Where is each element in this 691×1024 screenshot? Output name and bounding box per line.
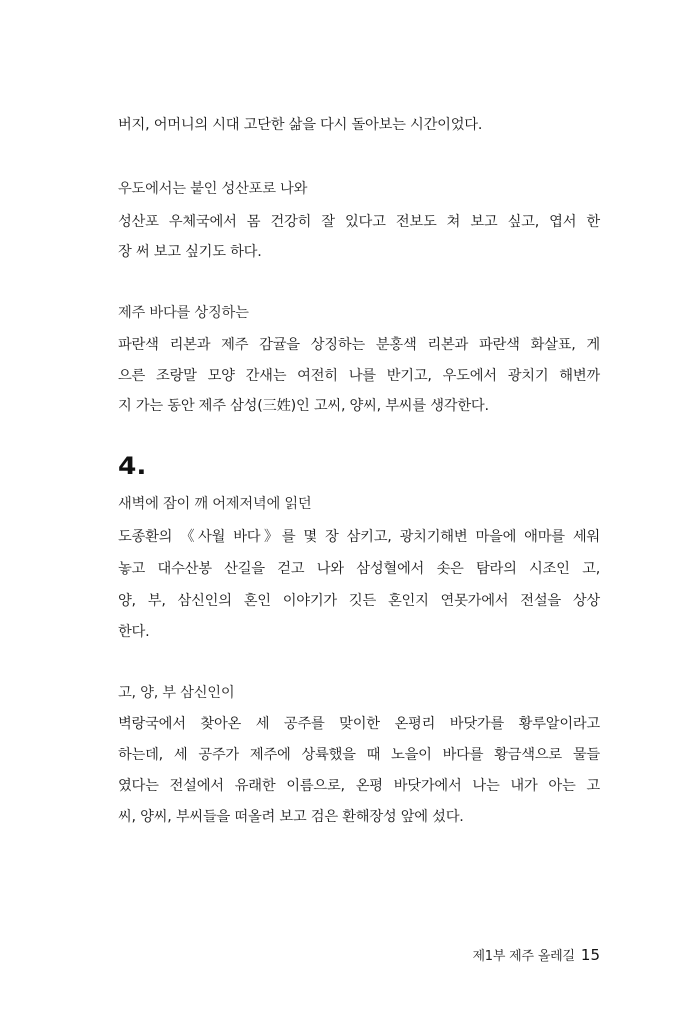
text-line: 놓고 대수산봉 산길을 걷고 나와 삼성혈에서 솟은 탐라의 시조인 고,: [118, 561, 600, 577]
text-line: 였다는 전설에서 유래한 이름으로, 온평 바닷가에서 나는 내가 아는 고: [118, 778, 600, 794]
text-line: 지 가는 동안 제주 삼성(三姓)인 고씨, 양씨, 부씨를 생각한다.: [118, 398, 489, 414]
paragraph-heading: 새벽에 잠이 깨 어제저녁에 읽던: [118, 496, 312, 512]
page-body: [118, 0, 600, 1024]
text-line: 성산포 우체국에서 몸 건강히 잘 있다고 전보도 쳐 보고 싶고, 엽서 한: [118, 214, 600, 230]
text-line: 씨, 양씨, 부씨들을 떠올려 보고 검은 환해장성 앞에 섰다.: [118, 809, 464, 825]
chapter-title: 제1부 제주 올레길: [472, 949, 575, 964]
page-number: 15: [580, 946, 600, 964]
text-line: 으른 조랑말 모양 간새는 여전히 나를 반기고, 우도에서 광치기 해변까: [118, 368, 600, 384]
paragraph-heading: 고, 양, 부 삼신인이: [118, 685, 235, 701]
text-line: 한다.: [118, 624, 150, 640]
text-line: 버지, 어머니의 시대 고단한 삶을 다시 돌아보는 시간이었다.: [118, 117, 483, 133]
text-line: 파란색 리본과 제주 감귤을 상징하는 분홍색 리본과 파란색 화살표, 게: [118, 337, 600, 353]
text-line: 벽랑국에서 찾아온 세 공주를 맞이한 온평리 바닷가를 황루알이라고: [118, 716, 600, 732]
text-line: 하는데, 세 공주가 제주에 상륙했을 때 노을이 바다를 황금색으로 물들: [118, 747, 600, 763]
text-line: 도종환의 《사월 바다》를 몇 장 삼키고, 광치기해변 마을에 애마를 세워: [118, 529, 600, 545]
text-line: 양, 부, 삼신인의 혼인 이야기가 깃든 혼인지 연못가에서 전설을 상상: [118, 593, 600, 609]
paragraph-heading: 우도에서는 붙인 성산포로 나와: [118, 181, 308, 197]
text-line: 장 써 보고 싶기도 하다.: [118, 244, 262, 260]
paragraph-heading: 제주 바다를 상징하는: [118, 305, 249, 321]
page-footer: [472, 944, 600, 968]
section-number: 4.: [118, 452, 147, 480]
